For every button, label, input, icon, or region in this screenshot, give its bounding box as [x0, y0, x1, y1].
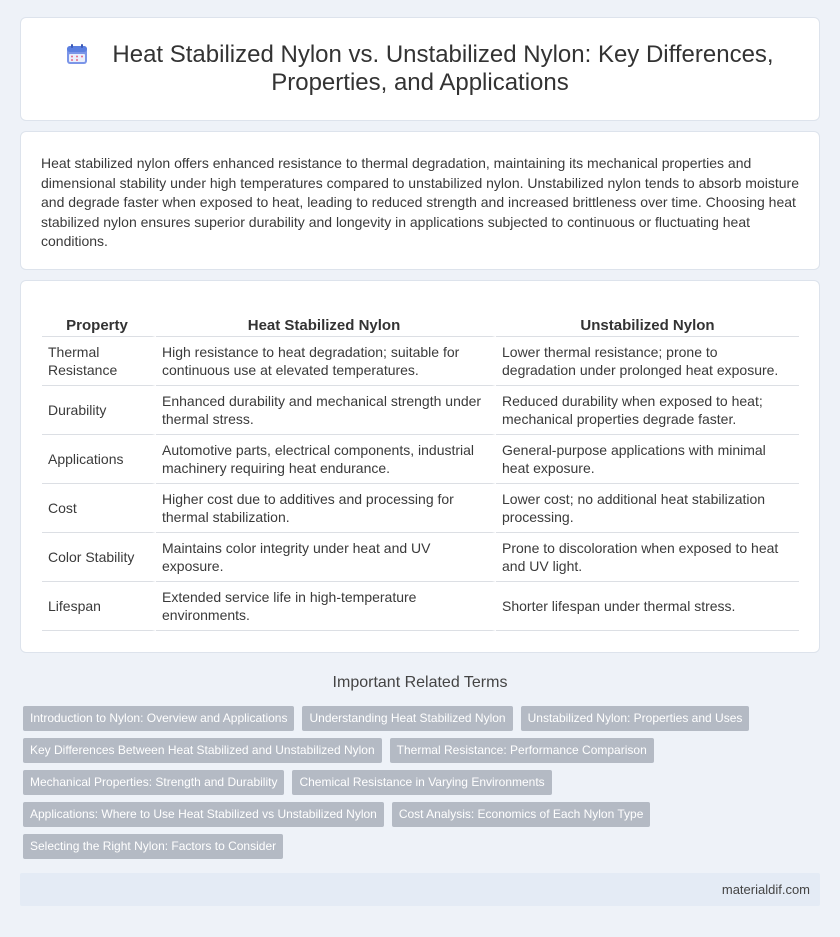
related-term-tag[interactable]: Chemical Resistance in Varying Environments: [292, 770, 551, 795]
heat-stabilized-cell: High resistance to heat degradation; suitable for continuous use at elevated temperatures.: [156, 337, 496, 386]
property-cell: Applications: [42, 435, 156, 484]
property-cell: Cost: [42, 484, 156, 533]
heat-stabilized-cell: Maintains color integrity under heat and UV exposure.: [156, 533, 496, 582]
tag-row: [23, 706, 749, 731]
table-header-row: [42, 315, 799, 337]
heat-stabilized-cell: Enhanced durability and mechanical strength under thermal stress.: [156, 386, 496, 435]
table-row: [42, 484, 799, 533]
unstabilized-cell: Lower thermal resistance; prone to degradation under prolonged heat exposure.: [496, 337, 799, 386]
related-term-tag[interactable]: Applications: Where to Use Heat Stabilized vs Unstabilized Nylon: [23, 802, 384, 827]
related-term-tag[interactable]: Understanding Heat Stabilized Nylon: [302, 706, 512, 731]
table-row: [42, 386, 799, 435]
related-term-tag[interactable]: Cost Analysis: Economics of Each Nylon Type: [392, 802, 651, 827]
table-row: [42, 533, 799, 582]
title-wrap: [21, 18, 819, 120]
intro-card: [20, 131, 820, 270]
property-cell: Lifespan: [42, 582, 156, 631]
related-term-tag[interactable]: Mechanical Properties: Strength and Durability: [23, 770, 284, 795]
heat-stabilized-cell: Automotive parts, electrical components, industrial machinery requiring heat endurance.: [156, 435, 496, 484]
header-property: Property: [42, 315, 156, 337]
unstabilized-cell: Prone to discoloration when exposed to heat and UV light.: [496, 533, 799, 582]
related-term-tag[interactable]: Unstabilized Nylon: Properties and Uses: [521, 706, 750, 731]
tag-row: [23, 834, 283, 859]
related-term-tag[interactable]: Selecting the Right Nylon: Factors to Consider: [23, 834, 283, 859]
unstabilized-cell: General-purpose applications with minimal heat exposure.: [496, 435, 799, 484]
tag-row: [23, 802, 650, 827]
tag-row: [23, 770, 552, 795]
table-row: [42, 435, 799, 484]
related-term-tag[interactable]: Key Differences Between Heat Stabilized and Unstabilized Nylon: [23, 738, 382, 763]
related-terms-heading: Important Related Terms: [332, 674, 508, 691]
comparison-card: [20, 280, 820, 653]
property-cell: Durability: [42, 386, 156, 435]
related-term-tag[interactable]: Thermal Resistance: Performance Comparison: [390, 738, 654, 763]
table-row: [42, 337, 799, 386]
intro-paragraph: Heat stabilized nylon offers enhanced resistance to thermal degradation, maintaining its mechanical properties and dimensional stability under high temperatures compared to unstabilized nylon. Unstabilized nylon tends to absorb moisture and degrade faster when exposed to heat, leading to reduced strength and increased brittleness over time. Choosing heat stabilized nylon ensures superior durability and longevity in applications subjected to continuous or fluctuating heat conditions.: [41, 155, 799, 250]
footer-site-link[interactable]: materialdif.com: [721, 882, 810, 897]
unstabilized-cell: Lower cost; no additional heat stabilization processing.: [496, 484, 799, 533]
related-term-tag[interactable]: Introduction to Nylon: Overview and Applications: [23, 706, 294, 731]
page-title-text: Heat Stabilized Nylon vs. Unstabilized Nylon: Key Differences, Properties, and Applications: [112, 41, 774, 96]
comparison-table: [42, 315, 799, 631]
property-cell: Color Stability: [42, 533, 156, 582]
tag-row: [23, 738, 654, 763]
page-title: [61, 41, 779, 97]
property-cell: Thermal Resistance: [42, 337, 156, 386]
unstabilized-cell: Reduced durability when exposed to heat; mechanical properties degrade faster.: [496, 386, 799, 435]
footer: [20, 873, 820, 906]
heat-stabilized-cell: Higher cost due to additives and processing for thermal stabilization.: [156, 484, 496, 533]
calendar-icon: [66, 43, 88, 65]
table-row: [42, 582, 799, 631]
unstabilized-cell: Shorter lifespan under thermal stress.: [496, 582, 799, 631]
title-card: [20, 17, 820, 121]
heat-stabilized-cell: Extended service life in high-temperature environments.: [156, 582, 496, 631]
header-heat-stabilized: Heat Stabilized Nylon: [156, 315, 496, 337]
header-unstabilized: Unstabilized Nylon: [496, 315, 799, 337]
